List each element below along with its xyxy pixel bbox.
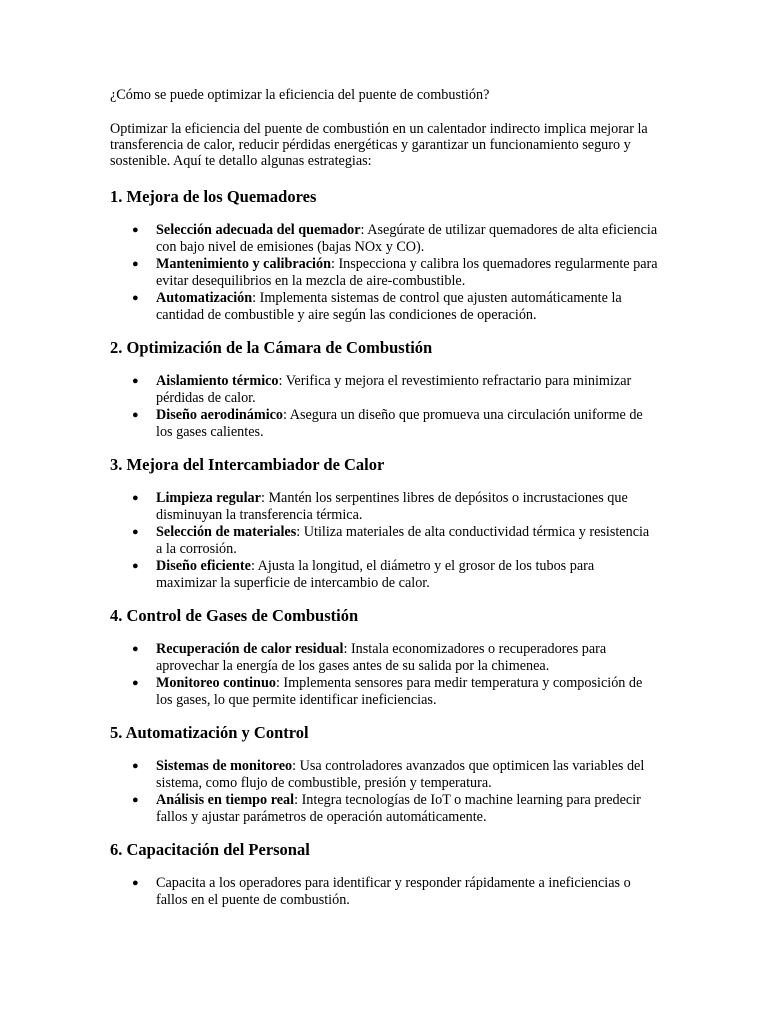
item-text: : Usa controladores avanzados que optimicen las variables del sistema, como flujo de combustible, presión y temperatura. xyxy=(156,758,645,791)
document-content xyxy=(110,87,658,909)
section-title: 3. Mejora del Intercambiador de Calor xyxy=(110,455,385,474)
item-text: : Utiliza materiales de alta conductividad térmica y resistencia a la corrosión. xyxy=(156,524,650,557)
item-text: : Asegura un diseño que promueva una circulación uniforme de los gases calientes. xyxy=(156,407,643,440)
bullet-icon: ● xyxy=(132,643,139,655)
item-term: Diseño eficiente xyxy=(156,558,251,574)
list-item xyxy=(110,792,658,825)
item-term: Limpieza regular xyxy=(156,490,261,506)
intro-paragraph: Optimizar la eficiencia del puente de combustión en un calentador indirecto implica mejorar la transferencia de calor, reducir pérdidas energéticas y garantizar un funcionamiento seguro y sostenible. Aquí te detallo algunas estrategias: xyxy=(110,121,648,169)
item-term: Sistemas de monitoreo xyxy=(156,758,293,774)
list-item xyxy=(110,524,658,557)
bullet-icon: ● xyxy=(132,224,139,236)
section-burners xyxy=(110,187,658,323)
item-text: Capacita a los operadores para identificar y responder rápidamente a ineficiencias o fallos en el puente de combustión. xyxy=(156,875,631,908)
item-term: Selección de materiales xyxy=(156,524,297,540)
list-item xyxy=(110,222,658,255)
bullet-list xyxy=(110,875,658,908)
item-term: Aislamiento térmico xyxy=(156,373,279,389)
bullet-icon: ● xyxy=(132,760,139,772)
item-text: : Integra tecnologías de IoT o machine learning para predecir fallos y ajustar parámetros de operación automáticamente. xyxy=(156,792,641,825)
section-title: 5. Automatización y Control xyxy=(110,723,309,742)
list-item xyxy=(110,490,658,523)
list-item xyxy=(110,290,658,323)
list-item xyxy=(110,675,658,708)
bullet-list xyxy=(110,373,658,440)
section-title: 6. Capacitación del Personal xyxy=(110,840,310,859)
list-item xyxy=(110,758,658,791)
bullet-list xyxy=(110,758,658,825)
item-term: Selección adecuada del quemador xyxy=(156,222,361,238)
bullet-icon: ● xyxy=(132,375,139,387)
section-training xyxy=(110,840,658,908)
bullet-icon: ● xyxy=(132,409,139,421)
section-title: 1. Mejora de los Quemadores xyxy=(110,187,317,206)
section-flue-gases xyxy=(110,606,658,708)
bullet-icon: ● xyxy=(132,677,139,689)
bullet-list xyxy=(110,490,658,591)
item-term: Mantenimiento y calibración xyxy=(156,256,331,272)
item-text: : Instala economizadores o recuperadores para aprovechar la energía de los gases antes de su salida por la chimenea. xyxy=(156,641,607,674)
bullet-icon: ● xyxy=(132,877,139,889)
item-term: Automatización xyxy=(156,290,253,306)
section-title: 2. Optimización de la Cámara de Combustión xyxy=(110,338,433,357)
list-item xyxy=(110,373,658,406)
list-item xyxy=(110,641,658,674)
item-text: : Implementa sensores para medir temperatura y composición de los gases, lo que permite identificar ineficiencias. xyxy=(156,675,643,708)
item-text: : Asegúrate de utilizar quemadores de alta eficiencia con bajo nivel de emisiones (bajas NOx y CO). xyxy=(156,222,658,255)
question-text: ¿Cómo se puede optimizar la eficiencia del puente de combustión? xyxy=(110,87,490,103)
bullet-list xyxy=(110,222,658,323)
bullet-icon: ● xyxy=(132,560,139,572)
section-heat-exchanger xyxy=(110,455,658,591)
item-term: Recuperación de calor residual xyxy=(156,641,344,657)
section-automation xyxy=(110,723,658,825)
bullet-icon: ● xyxy=(132,292,139,304)
list-item xyxy=(110,875,658,908)
section-title: 4. Control de Gases de Combustión xyxy=(110,606,359,625)
list-item xyxy=(110,256,658,289)
list-item xyxy=(110,407,658,440)
bullet-list xyxy=(110,641,658,708)
item-text: : Mantén los serpentines libres de depósitos o incrustaciones que disminuyan la transferencia térmica. xyxy=(156,490,628,523)
item-term: Análisis en tiempo real xyxy=(156,792,295,808)
bullet-icon: ● xyxy=(132,794,139,806)
bullet-icon: ● xyxy=(132,526,139,538)
item-text: : Inspecciona y calibra los quemadores regularmente para evitar desequilibrios en la mezcla de aire-combustible. xyxy=(156,256,658,289)
item-text: : Implementa sistemas de control que ajusten automáticamente la cantidad de combustible y aire según las condiciones de operación. xyxy=(156,290,622,323)
item-text: : Verifica y mejora el revestimiento refractario para minimizar pérdidas de calor. xyxy=(156,373,632,406)
section-chamber xyxy=(110,338,658,440)
item-term: Monitoreo continuo xyxy=(156,675,276,691)
item-term: Diseño aerodinámico xyxy=(156,407,284,423)
bullet-icon: ● xyxy=(132,258,139,270)
list-item xyxy=(110,558,658,591)
bullet-icon: ● xyxy=(132,492,139,504)
item-text: : Ajusta la longitud, el diámetro y el grosor de los tubos para maximizar la superficie de intercambio de calor. xyxy=(156,558,595,591)
